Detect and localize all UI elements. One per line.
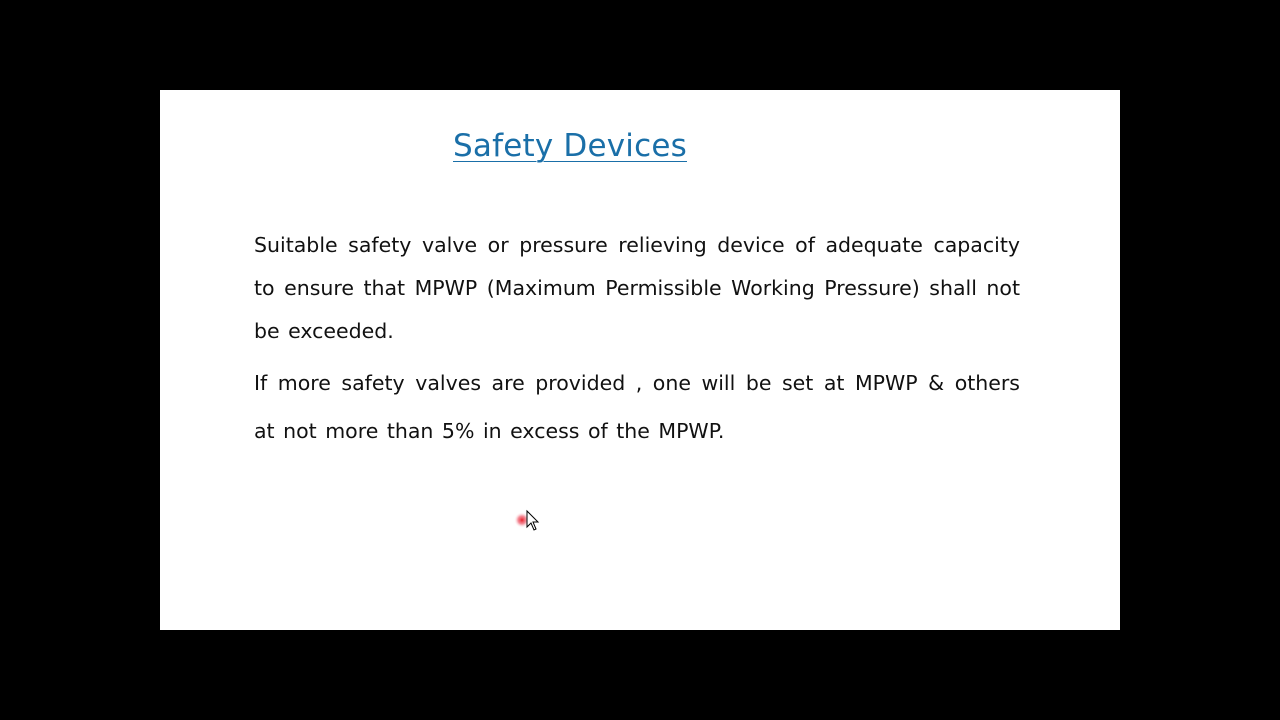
presentation-slide	[160, 90, 1120, 630]
paragraph-multiple-valves: If more safety valves are provided , one will be set at MPWP & others at not more than 5% in excess of the MPWP.	[254, 371, 1020, 443]
slide-title: Safety Devices	[453, 128, 687, 164]
paragraph-safety-valve: Suitable safety valve or pressure relieving device of adequate capacity to ensure that MPWP (Maximum Permissible Working Pressure) shall not be exceeded.	[254, 233, 1020, 343]
mouse-pointer-icon	[514, 508, 544, 532]
